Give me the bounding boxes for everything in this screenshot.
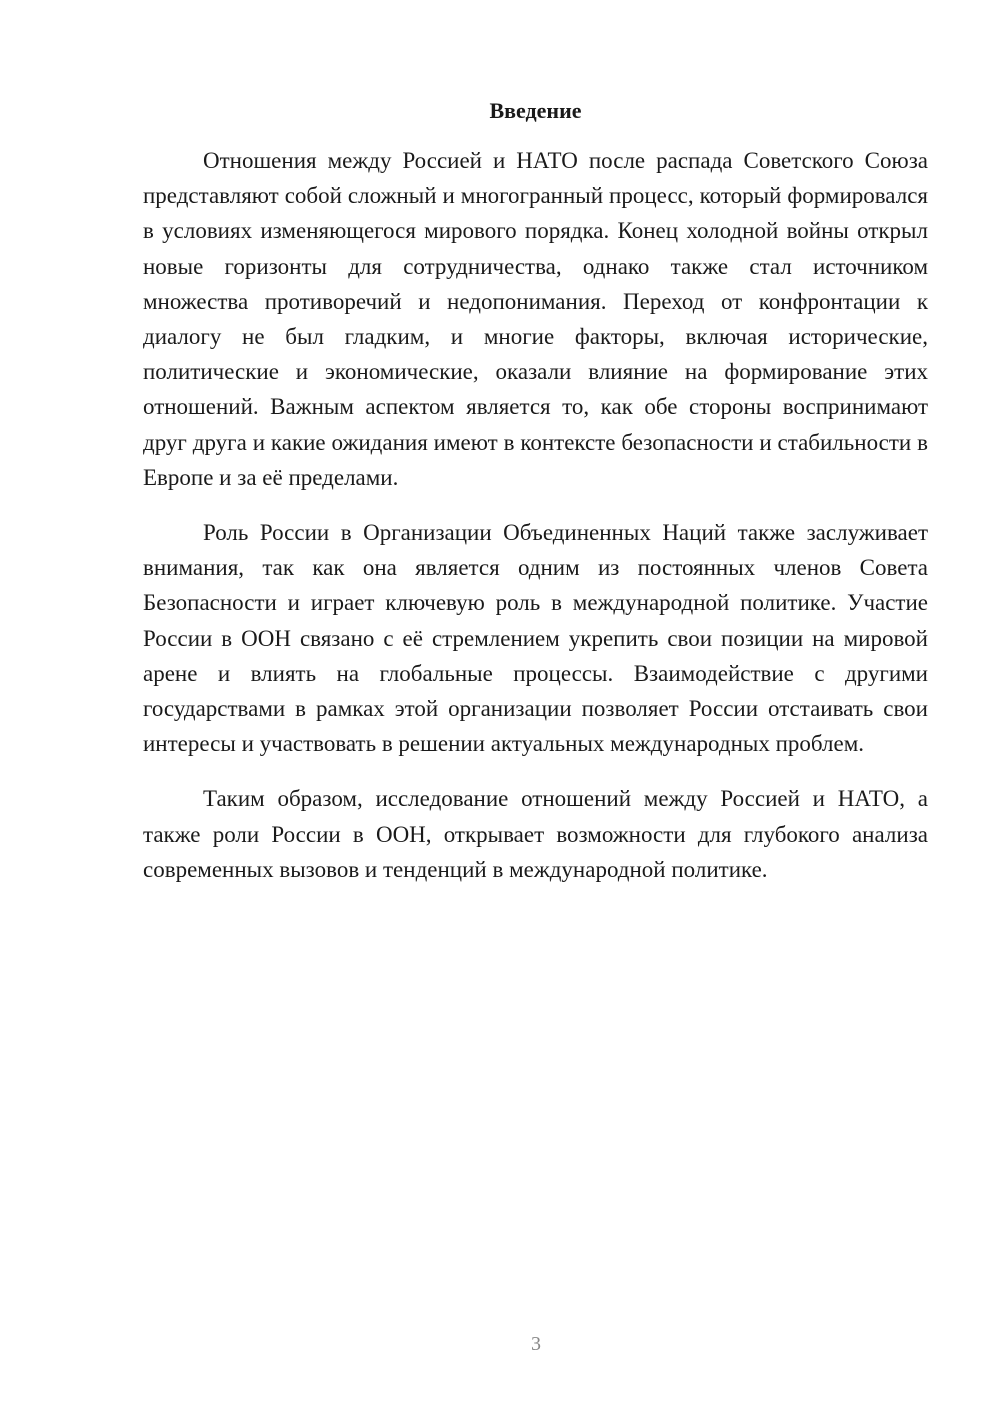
paragraph-2: Роль России в Организации Объединенных Наций также заслуживает внимания, так как она является одним из постоянных членов Совета Безопасности и играет ключевую роль в международной политике. Участие России в ООН связано с её стремлением укрепить свои позиции на мировой арене и влиять на глобальные процессы. Взаимодействие с другими государствами в рамках этой организации позволяет России отстаивать свои интересы и участвовать в решении актуальных международных проблем. <box>143 520 928 757</box>
body-text <box>143 143 928 907</box>
section-heading: Введение <box>489 98 582 123</box>
paragraph-3: Таким образом, исследование отношений между Россией и НАТО, а также роли России в ООН, открывает возможности для глубокого анализа современных вызовов и тенденций в международной политике. <box>143 786 928 882</box>
paragraph-1: Отношения между Россией и НАТО после распада Советского Союза представляют собой сложный и многогранный процесс, который формировался в условиях изменяющегося мирового порядка. Конец холодной войны открыл новые горизонты для сотрудничества, однако также стал источником множества противоречий и недопонимания. Переход от конфронтации к диалогу не был гладким, и многие факторы, включая исторические, политические и экономические, оказали влияние на формирование этих отношений. Важным аспектом является то, как обе стороны воспринимают друг друга и какие ожидания имеют в контексте безопасности и стабильности в Европе и за её пределами. <box>143 148 928 490</box>
page-number: 3 <box>531 1333 541 1355</box>
